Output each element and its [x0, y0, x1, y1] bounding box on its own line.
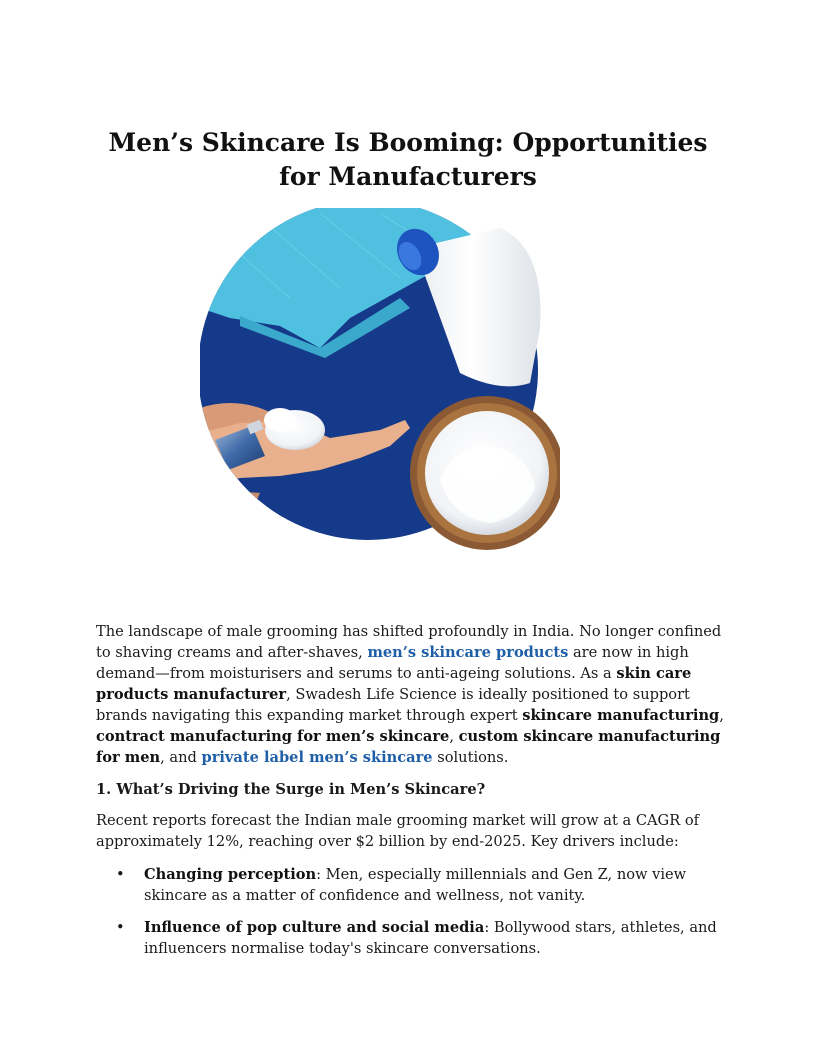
drivers-list	[96, 864, 728, 970]
bullet-heading: Changing perception	[144, 866, 317, 883]
bullet-icon: •	[116, 919, 125, 936]
intro-text: , and	[160, 749, 202, 766]
intro-paragraph	[96, 621, 728, 768]
bullet-heading: Influence of pop culture and social media	[144, 919, 485, 936]
link-private-label[interactable]: private label men’s skincare	[201, 749, 433, 766]
list-item	[96, 864, 728, 906]
bowl-illustration	[410, 396, 560, 550]
bold-custom-manufacturing: custom skincare manufacturing for men	[96, 728, 721, 766]
intro-text: ,	[449, 728, 459, 745]
bullet-text: : Men, especially millennials and Gen Z, now view skincare as a matter of confidence and wellness, not vanity.	[144, 866, 687, 904]
intro-text: are now in high demand—from moisturisers and serums to anti-ageing solutions. As a	[96, 644, 689, 682]
bold-contract-manufacturing: contract manufacturing for men’s skincare	[96, 728, 450, 745]
section-heading: 1. What’s Driving the Surge in Men’s Skincare?	[96, 781, 486, 798]
page-title: Men’s Skincare Is Booming: Opportunities for Manufacturers	[108, 128, 708, 191]
list-item	[96, 917, 728, 959]
bold-skincare-manufacturing: skincare manufacturing	[522, 707, 720, 724]
bullet-text: : Bollywood stars, athletes, and influencers normalise today's skincare conversations.	[144, 919, 717, 957]
intro-text: , Swadesh Life Science is ideally positioned to support brands navigating this expanding market through expert	[96, 686, 690, 724]
intro-text: solutions.	[432, 749, 509, 766]
link-mens-skincare-products[interactable]: men’s skincare products	[367, 644, 569, 661]
bold-skin-care-manufacturer: skin care products manufacturer	[96, 665, 692, 703]
bullet-icon: •	[116, 866, 125, 883]
section-paragraph: Recent reports forecast the Indian male grooming market will grow at a CAGR of approximately 12%, reaching over $2 billion by end-2025. Key drivers include:	[96, 812, 700, 850]
hero-image	[200, 208, 560, 568]
intro-text: The landscape of male grooming has shifted profoundly in India. No longer confined to shaving creams and after-shaves,	[96, 623, 722, 661]
intro-text: ,	[719, 707, 724, 724]
